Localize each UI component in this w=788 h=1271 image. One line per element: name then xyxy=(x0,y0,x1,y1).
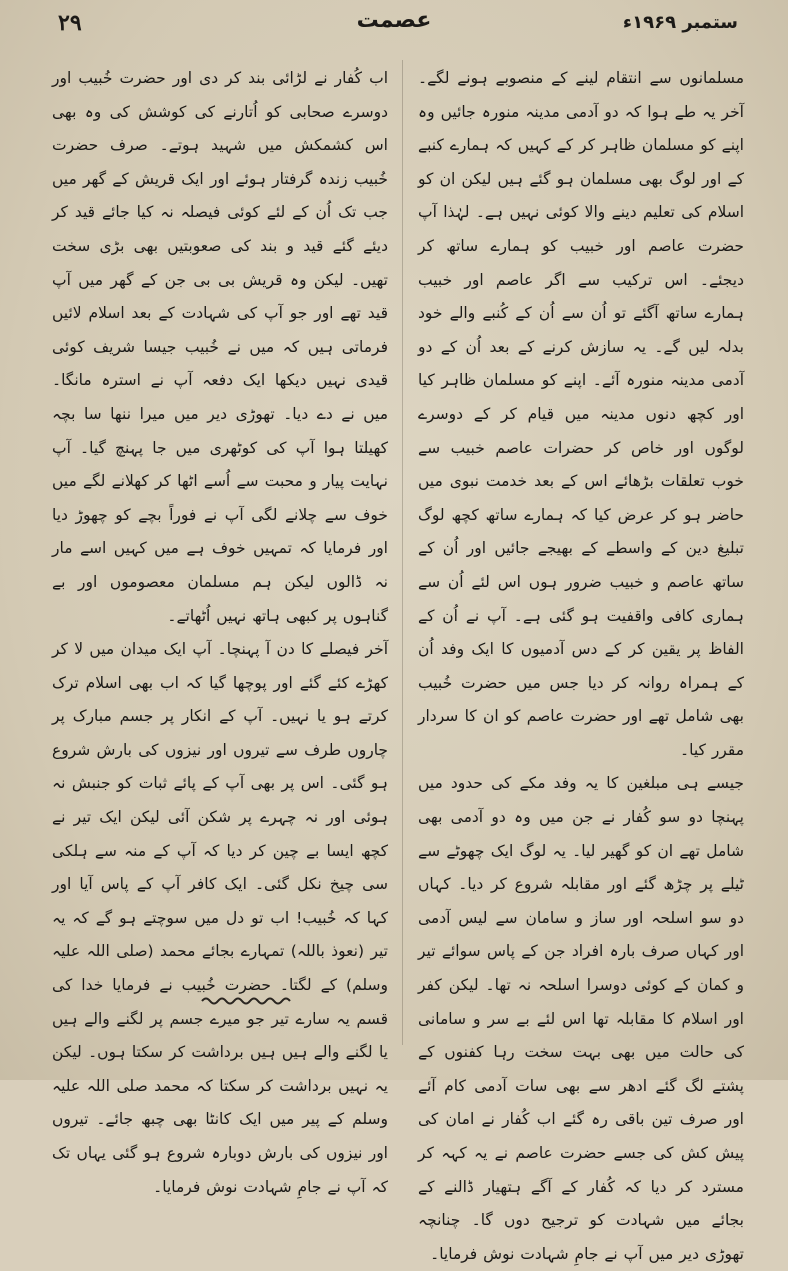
issue-date: ستمبر ۱۹۶۹ء xyxy=(622,12,738,33)
paragraph: آخر فیصلے کا دن آ پہنچا۔ آپ ایک میدان میں لا کر کھڑے کئے گئے اور پوچھا گیا کہ اب بھی اسلام ترک کرتے ہو یا نہیں۔ آپ کے انکار پر جسم مبارک پر چاروں طرف سے تیروں اور نیزوں کی بارش شروع ہو گئی۔ اس پر بھی آپ کے پائے ثبات کو جنبش نہ ہوئی اور نہ چہرے پر شکن آئی لیکن ایک تیر نے کچھ ایسا بے چین کر دیا کہ آپ کے منہ سے ہلکی سی چیخ نکل گئی۔ ایک کافر آپ کے پاس آیا اور کہا کہ خُبیب! اب تو دل میں سوچتے ہو گے کہ یہ تیر (نعوذ باللہ) تمہارے بجائے محمد (صلی اللہ علیہ وسلم) کے لگتا۔ حضرت خُبیب نے فرمایا خدا کی قسم یہ سارے تیر جو میرے جسم پر لگنے والے ہیں یا لگنے والے ہیں ہیں برداشت کر سکتا ہوں۔ لیکن یہ نہیں برداشت کر سکتا کہ محمد صلی اللہ علیہ وسلم کے پیر میں ایک کانٹا بھی چبھ جائے۔ تیروں اور نیزوں کی بارش دوبارہ شروع ہو گئی یہاں تک کہ آپ نے جامِ شہادت نوش فرمایا۔ xyxy=(52,640,388,1196)
wavy-line-ornament xyxy=(200,995,292,1007)
running-title: عصمت xyxy=(356,8,432,33)
page-header xyxy=(0,0,788,52)
paragraph: اب کُفار نے لڑائی بند کر دی اور حضرت خُبیب اور دوسرے صحابی کو اُتارنے کی کوشش کی وہ بھی اس کشمکش میں شہید ہوتے۔ صرف حضرت خُبیب زندہ گرفتار ہوئے اور ایک قریش کے گھر میں جب تک اُن کے لئے کوئی فیصلہ نہ کیا جائے قید کر دیئے گئے قید و بند کی صعوبتیں بھی بڑی سخت تھیں۔ لیکن وہ قریش بی بی جن کے گھر میں آپ قید تھے اور جو آپ کی شہادت کے بعد اسلام لائیں فرماتی ہیں کہ میں نے خُبیب جیسا شریف کوئی قیدی نہیں دیکھا ایک دفعہ آپ نے استرہ مانگا۔ میں نے دے دیا۔ تھوڑی دیر میں میرا ننھا سا بچہ کھیلتا ہوا آپ کی کوٹھری میں جا پہنچ گیا۔ آپ نہایت پیار و محبت سے اُسے اٹھا کر کھلانے لگے میں خوف سے چلانے لگی آپ نے فوراً بچے کو چھوڑ دیا اور فرمایا کہ تمہیں خوف ہے میں کہیں اسے مار نہ ڈالوں لیکن ہم مسلمان معصوموں اور بے گناہوں پر کبھی ہاتھ نہیں اُٹھاتے۔ xyxy=(52,69,388,625)
paragraph: جیسے ہی مبلغین کا یہ وفد مکے کی حدود میں پہنچا دو سو کُفار نے جن میں وہ دو آدمی بھی شامل تھے ان کو گھیر لیا۔ یہ لوگ ایک چھوٹے سے ٹیلے پر چڑھ گئے اور مقابلہ شروع کر دیا۔ کہاں دو سو اسلحہ اور ساز و سامان سے لیس آدمی اور کہاں صرف بارہ افراد جن کے پاس سوائے تیر و کمان کے کوئی دوسرا اسلحہ نہ تھا۔ لیکن کفر اور اسلام کا مقابلہ تھا اس لئے بے سر و سامانی کی حالت میں بھی بہت سخت رہا کفنوں کے پشتے لگ گئے ادھر سے بھی سات آدمی کام آئے اور صرف تین باقی رہ گئے اب کُفار نے امان کی پیش کش کی جسے حضرت عاصم نے یہ کہہ کر مسترد کر دیا کہ کُفار کے آگے ہتھیار ڈالنے کے بجائے میں شہادت کو ترجیح دوں گا۔ چنانچہ تھوڑی دیر میں آپ نے جامِ شہادت نوش فرمایا۔ xyxy=(418,774,744,1263)
left-column xyxy=(52,62,388,1204)
paragraph: مسلمانوں سے انتقام لینے کے منصوبے ہونے لگے۔ آخر یہ طے ہوا کہ دو آدمی مدینہ منورہ جائیں وہ اپنے کو مسلمان ظاہر کر کے کہیں کہ ہمارے کنبے کے اور لوگ بھی مسلمان ہو گئے ہیں لیکن ان کو اسلام کی تعلیم دینے والا کوئی نہیں ہے۔ لہٰذا آپ حضرت عاصم اور خبیب کو ہمارے ساتھ کر دیجئے۔ اس ترکیب سے اگر عاصم اور خبیب ہمارے ساتھ آگئے تو اُن سے اُن کے کُنبے والے خود بدلہ لیں گے۔ یہ سازش کرنے کے بعد اُن کے دو آدمی مدینہ منورہ آئے۔ اپنے کو مسلمان ظاہر کیا اور کچھ دنوں مدینہ میں قیام کر کے دوسرے لوگوں اور خاص کر حضرات عاصم خبیب سے خوب تعلقات بڑھائے اس کے بعد خدمت نبوی میں حاضر ہو کر عرض کیا کہ ہمارے ساتھ کچھ لوگ تبلیغ دین کے واسطے کے بھیجے جائیں اور اُن کے ساتھ عاصم و خبیب ضرور ہوں اس لئے اُن سے ہماری کافی واقفیت ہو گئی ہے۔ آپ نے اُن کے الفاظ پر یقین کر کے دس آدمیوں کا ایک وفد اُن کے ہمراہ روانہ کر دیا جس میں حضرت خُبیب بھی شامل تھے اور حضرت عاصم کو ان کا سردار مقرر کیا۔ xyxy=(418,69,744,759)
column-divider xyxy=(402,60,403,1045)
page-number: ۲۹ xyxy=(58,10,82,36)
section-end-ornament xyxy=(200,995,292,1007)
right-column xyxy=(418,62,744,1271)
